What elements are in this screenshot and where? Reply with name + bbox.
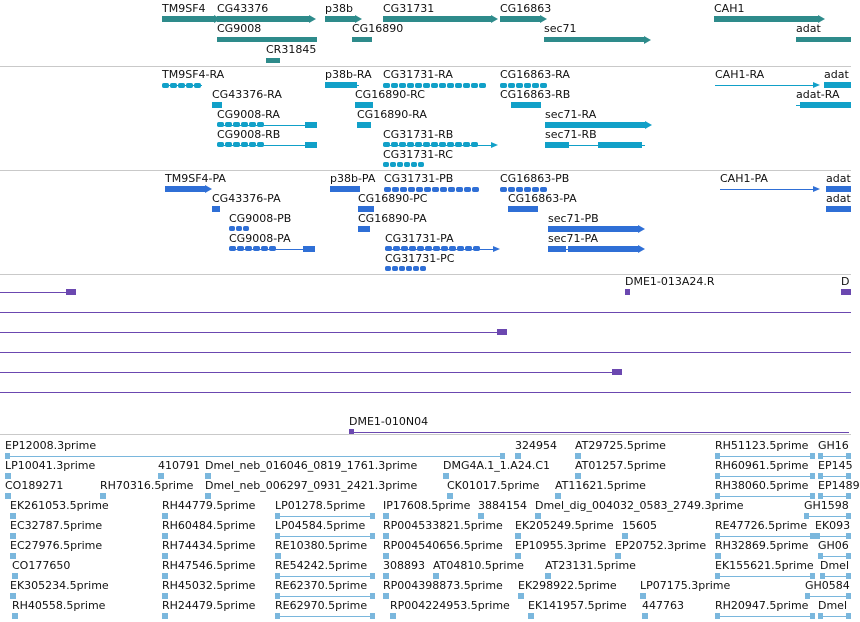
feature-label: LP04584.5prime — [275, 519, 366, 532]
feature-label: CR31845 — [266, 43, 317, 56]
feature-label: EK205249.5prime — [515, 519, 614, 532]
feature-label: DMG4A.1_1.A24.C1 — [443, 459, 551, 472]
exon-glyph[interactable] — [500, 83, 507, 88]
feature-label: EK305234.5prime — [10, 579, 109, 592]
exon-glyph[interactable] — [392, 266, 398, 271]
feature-label: adat-RA — [796, 88, 840, 101]
feature-label: GH1598 — [804, 499, 849, 512]
exon-glyph[interactable] — [243, 226, 249, 231]
feature-glyph[interactable] — [390, 613, 396, 619]
exon-glyph[interactable] — [404, 162, 410, 167]
feature-label: RH45032.5prime — [162, 579, 256, 592]
feature-label: D — [841, 275, 850, 288]
exon-glyph[interactable] — [411, 162, 417, 167]
feature-label: CG9008-RB — [217, 128, 281, 141]
feature-label: EP1489 — [818, 479, 860, 492]
feature-label: Dmel — [820, 559, 850, 572]
exon-glyph[interactable] — [471, 83, 478, 88]
feature-label: RH38060.5prime — [715, 479, 809, 492]
strand-arrow-icon — [355, 15, 362, 23]
feature-line[interactable] — [715, 476, 815, 477]
exon-glyph[interactable] — [162, 83, 169, 88]
exon-glyph[interactable] — [508, 187, 515, 192]
feature-line[interactable] — [217, 125, 317, 126]
exon-glyph[interactable] — [439, 83, 446, 88]
feature-glyph[interactable] — [355, 102, 373, 108]
exon-glyph[interactable] — [391, 83, 398, 88]
feature-label: RH70316.5prime — [100, 479, 194, 492]
feature-label: Dmel_neb_006297_0931_2421.3prime — [205, 479, 418, 492]
feature-label: sec71-RB — [545, 128, 597, 141]
feature-label: EP20752.3prime — [615, 539, 707, 552]
exon-glyph[interactable] — [392, 187, 399, 192]
feature-label: GH0584 — [805, 579, 850, 592]
exon-glyph[interactable] — [472, 187, 479, 192]
feature-label: TM9SF4 — [162, 2, 206, 15]
feature-label: EK093 — [815, 519, 851, 532]
feature-glyph[interactable] — [548, 226, 638, 232]
feature-glyph[interactable] — [846, 613, 851, 619]
strand-arrow-icon — [818, 15, 825, 23]
exon-glyph[interactable] — [440, 187, 447, 192]
exon-glyph[interactable] — [516, 83, 523, 88]
feature-line[interactable] — [217, 145, 317, 146]
feature-glyph[interactable] — [352, 37, 372, 42]
feature-label: sec71-RA — [545, 108, 597, 121]
feature-glyph[interactable] — [357, 122, 371, 128]
strand-arrow-icon — [813, 82, 820, 88]
exon-glyph[interactable] — [408, 187, 415, 192]
feature-label: adat — [826, 172, 851, 185]
exon-glyph[interactable] — [424, 187, 431, 192]
feature-label: RH47546.5prime — [162, 559, 256, 572]
exon-glyph[interactable] — [400, 187, 407, 192]
feature-glyph[interactable] — [810, 453, 815, 459]
feature-label: RH40558.5prime — [12, 599, 106, 612]
feature-glyph[interactable] — [66, 289, 76, 295]
feature-glyph[interactable] — [383, 593, 389, 599]
feature-label: RE47726.5prime — [715, 519, 808, 532]
feature-line[interactable] — [385, 249, 495, 250]
feature-glyph[interactable] — [508, 206, 538, 212]
feature-line[interactable] — [0, 332, 500, 333]
feature-label: CAH1-PA — [720, 172, 768, 185]
feature-glyph[interactable] — [305, 122, 317, 128]
feature-label: CG16890-PA — [358, 212, 427, 225]
feature-line[interactable] — [229, 249, 314, 250]
feature-label: DME1-010N04 — [349, 415, 429, 428]
feature-label: sec71-PA — [548, 232, 598, 245]
feature-label: CG16863 — [500, 2, 552, 15]
feature-glyph[interactable] — [818, 613, 823, 619]
exon-glyph[interactable] — [416, 187, 423, 192]
exon-glyph[interactable] — [479, 83, 486, 88]
feature-glyph[interactable] — [810, 613, 815, 619]
feature-label: TM9SF4-RA — [162, 68, 225, 81]
feature-label: CK01017.5prime — [447, 479, 540, 492]
exon-glyph[interactable] — [390, 162, 396, 167]
feature-label: Dmel_dig_004032_0583_2749.3prime — [535, 499, 744, 512]
feature-label: EP10955.3prime — [515, 539, 607, 552]
feature-glyph[interactable] — [715, 613, 720, 619]
feature-label: p38b-RA — [325, 68, 372, 81]
feature-label: AT04810.5prime — [433, 559, 524, 572]
feature-label: CG31731-PC — [385, 252, 455, 265]
feature-line[interactable] — [715, 576, 815, 577]
strand-arrow-icon — [638, 225, 645, 233]
feature-line[interactable] — [0, 352, 851, 353]
feature-label: AT11621.5prime — [555, 479, 646, 492]
feature-label: EK141957.5prime — [528, 599, 627, 612]
exon-glyph[interactable] — [170, 83, 177, 88]
feature-label: sec71-PB — [548, 212, 599, 225]
feature-label: CG31731-PA — [385, 232, 454, 245]
feature-label: CG31731-PB — [384, 172, 454, 185]
exon-glyph[interactable] — [423, 83, 430, 88]
feature-glyph[interactable] — [330, 186, 360, 192]
clone-track — [0, 275, 851, 435]
exon-glyph[interactable] — [399, 83, 406, 88]
feature-line[interactable] — [715, 85, 815, 86]
feature-label: CG43376-RA — [212, 88, 282, 101]
feature-glyph[interactable] — [518, 593, 524, 599]
feature-label: 447763 — [642, 599, 684, 612]
feature-label: RE54242.5prime — [275, 559, 368, 572]
feature-line[interactable] — [0, 292, 70, 293]
feature-label: CG31731-RC — [383, 148, 453, 161]
feature-line[interactable] — [275, 596, 375, 597]
est-track — [0, 435, 860, 622]
feature-glyph[interactable] — [642, 613, 648, 619]
strand-arrow-icon — [491, 142, 498, 148]
feature-line[interactable] — [0, 392, 851, 393]
feature-label: DME1-013A24.R — [625, 275, 715, 288]
feature-glyph[interactable] — [212, 206, 220, 212]
feature-line[interactable] — [275, 576, 375, 577]
feature-glyph[interactable] — [511, 102, 541, 108]
feature-glyph[interactable] — [714, 16, 818, 22]
feature-glyph[interactable] — [358, 226, 370, 232]
feature-glyph[interactable] — [217, 16, 309, 22]
feature-glyph[interactable] — [497, 329, 507, 335]
feature-glyph[interactable] — [826, 206, 851, 212]
feature-glyph[interactable] — [325, 16, 355, 22]
exon-glyph[interactable] — [524, 187, 531, 192]
feature-label: RP004533821.5prime — [383, 519, 503, 532]
exon-glyph[interactable] — [464, 187, 471, 192]
feature-label: p38b-PA — [330, 172, 376, 185]
exon-glyph[interactable] — [397, 162, 403, 167]
feature-label: CG43376 — [217, 2, 269, 15]
strand-arrow-icon — [493, 246, 500, 252]
feature-label: RE10380.5prime — [275, 539, 368, 552]
feature-label: CAH1 — [714, 2, 745, 15]
exon-glyph[interactable] — [407, 83, 414, 88]
exon-glyph[interactable] — [383, 83, 390, 88]
exon-glyph[interactable] — [448, 187, 455, 192]
feature-label: RE62970.5prime — [275, 599, 368, 612]
feature-line[interactable] — [383, 145, 493, 146]
exon-glyph[interactable] — [178, 83, 185, 88]
feature-line[interactable] — [715, 616, 815, 617]
feature-label: AT23131.5prime — [545, 559, 636, 572]
feature-label: CG16890-RC — [355, 88, 425, 101]
feature-glyph[interactable] — [800, 102, 851, 108]
exon-glyph[interactable] — [540, 187, 547, 192]
feature-line[interactable] — [805, 596, 851, 597]
feature-label: CG16890-RA — [357, 108, 427, 121]
feature-glyph[interactable] — [217, 37, 317, 42]
feature-label: CG16863-PA — [508, 192, 577, 205]
feature-label: GH06 — [818, 539, 849, 552]
feature-label: RH44779.5prime — [162, 499, 256, 512]
feature-label: LP07175.3prime — [640, 579, 731, 592]
feature-label: EK155621.5prime — [715, 559, 814, 572]
feature-label: CAH1-RA — [715, 68, 765, 81]
feature-glyph[interactable] — [358, 206, 374, 212]
feature-glyph[interactable] — [383, 16, 491, 22]
exon-glyph[interactable] — [406, 266, 412, 271]
feature-label: CO177650 — [12, 559, 71, 572]
feature-line[interactable] — [5, 456, 505, 457]
feature-glyph[interactable] — [796, 37, 851, 42]
feature-glyph[interactable] — [568, 246, 638, 252]
feature-label: EP145 — [818, 459, 853, 472]
exon-glyph[interactable] — [229, 226, 235, 231]
feature-glyph[interactable] — [370, 533, 375, 539]
strand-arrow-icon — [645, 121, 652, 129]
feature-label: RH74434.5prime — [162, 539, 256, 552]
feature-glyph[interactable] — [826, 186, 851, 192]
feature-label: CG16863-RB — [500, 88, 571, 101]
feature-glyph[interactable] — [598, 142, 642, 148]
feature-glyph[interactable] — [500, 16, 540, 22]
feature-glyph[interactable] — [841, 289, 851, 295]
feature-glyph[interactable] — [548, 246, 566, 252]
feature-glyph[interactable] — [612, 369, 622, 375]
feature-label: RH60961.5prime — [715, 459, 809, 472]
feature-label: LP10041.3prime — [5, 459, 96, 472]
feature-glyph[interactable] — [370, 513, 375, 519]
feature-label: 308893 — [383, 559, 425, 572]
feature-label: EC32787.5prime — [10, 519, 103, 532]
feature-label: CG31731-RB — [383, 128, 454, 141]
feature-label: RP004540656.5prime — [383, 539, 503, 552]
exon-glyph[interactable] — [508, 83, 515, 88]
feature-label: RH51123.5prime — [715, 439, 809, 452]
feature-glyph[interactable] — [12, 613, 18, 619]
feature-line[interactable] — [0, 372, 616, 373]
feature-line[interactable] — [715, 496, 815, 497]
strand-arrow-icon — [205, 185, 212, 193]
feature-label: RH24479.5prime — [162, 599, 256, 612]
exon-glyph[interactable] — [540, 83, 547, 88]
feature-label: EK261053.5prime — [10, 499, 109, 512]
exon-glyph[interactable] — [524, 83, 531, 88]
exon-glyph[interactable] — [384, 187, 391, 192]
feature-label: CG16863-RA — [500, 68, 570, 81]
feature-label: RH20947.5prime — [715, 599, 809, 612]
feature-label: LP01278.5prime — [275, 499, 366, 512]
strand-arrow-icon — [813, 186, 820, 192]
feature-line[interactable] — [715, 536, 815, 537]
feature-glyph[interactable] — [545, 142, 569, 148]
feature-glyph[interactable] — [544, 37, 644, 42]
feature-label: Dmel — [818, 599, 848, 612]
feature-label: sec71 — [544, 22, 577, 35]
exon-glyph[interactable] — [447, 83, 454, 88]
feature-label: 15605 — [622, 519, 657, 532]
feature-label: AT29725.5prime — [575, 439, 666, 452]
feature-label: CG9008 — [217, 22, 262, 35]
exon-glyph[interactable] — [516, 187, 523, 192]
feature-line[interactable] — [275, 516, 375, 517]
feature-glyph[interactable] — [266, 58, 280, 63]
feature-label: CG31731 — [383, 2, 435, 15]
feature-label: AT01257.5prime — [575, 459, 666, 472]
feature-glyph[interactable] — [325, 82, 357, 88]
feature-label: Dmel_neb_016046_0819_1761.3prime — [205, 459, 418, 472]
feature-label: RH60484.5prime — [162, 519, 256, 532]
feature-label: CG9008-PA — [229, 232, 291, 245]
feature-line[interactable] — [0, 312, 851, 313]
feature-label: adat — [826, 192, 851, 205]
feature-glyph[interactable] — [162, 613, 168, 619]
feature-label: RP004224953.5prime — [390, 599, 510, 612]
feature-glyph[interactable] — [162, 16, 214, 22]
feature-label: adat — [796, 22, 821, 35]
feature-glyph[interactable] — [370, 613, 375, 619]
strand-arrow-icon — [309, 15, 316, 23]
exon-glyph[interactable] — [455, 83, 462, 88]
feature-glyph[interactable] — [370, 593, 375, 599]
exon-glyph[interactable] — [385, 266, 391, 271]
feature-glyph[interactable] — [305, 142, 317, 148]
feature-label: GH16 — [818, 439, 849, 452]
strand-arrow-icon — [491, 15, 498, 23]
feature-label: RH32869.5prime — [715, 539, 809, 552]
feature-label: RP004398873.5prime — [383, 579, 503, 592]
feature-label: EC27976.5prime — [10, 539, 103, 552]
exon-glyph[interactable] — [431, 83, 438, 88]
feature-label: 324954 — [515, 439, 557, 452]
feature-label: CG9008-RA — [217, 108, 280, 121]
strand-arrow-icon — [540, 15, 547, 23]
exon-glyph[interactable] — [532, 83, 539, 88]
feature-glyph[interactable] — [212, 102, 222, 108]
feature-glyph[interactable] — [370, 573, 375, 579]
feature-label: IP17608.5prime — [383, 499, 471, 512]
exon-glyph[interactable] — [236, 226, 242, 231]
feature-label: p38b — [325, 2, 353, 15]
exon-glyph[interactable] — [186, 83, 193, 88]
feature-label: CG9008-PB — [229, 212, 292, 225]
feature-label: RE62370.5prime — [275, 579, 368, 592]
feature-line[interactable] — [715, 456, 815, 457]
feature-label: CO189271 — [5, 479, 64, 492]
exon-glyph[interactable] — [456, 187, 463, 192]
exon-glyph[interactable] — [532, 187, 539, 192]
feature-label: TM9SF4-PA — [165, 172, 226, 185]
feature-glyph[interactable] — [528, 613, 534, 619]
exon-glyph[interactable] — [194, 83, 201, 88]
feature-line[interactable] — [720, 189, 815, 190]
feature-label: 3884154 — [478, 499, 527, 512]
exon-glyph[interactable] — [383, 162, 389, 167]
feature-glyph[interactable] — [810, 473, 815, 479]
feature-label: CG43376-PA — [212, 192, 281, 205]
feature-label: EK298922.5prime — [518, 579, 617, 592]
strand-arrow-icon — [644, 36, 651, 44]
feature-glyph[interactable] — [165, 186, 205, 192]
exon-glyph[interactable] — [432, 187, 439, 192]
feature-label: CG31731-RA — [383, 68, 453, 81]
feature-line[interactable] — [804, 516, 851, 517]
feature-label: EP12008.3prime — [5, 439, 97, 452]
exon-glyph[interactable] — [399, 266, 405, 271]
feature-label: CG16890-PC — [358, 192, 428, 205]
exon-glyph[interactable] — [500, 187, 507, 192]
strand-arrow-icon — [638, 245, 645, 253]
feature-label: 410791 — [158, 459, 200, 472]
transcript-track — [0, 67, 851, 170]
feature-glyph[interactable] — [275, 613, 280, 619]
gene-track — [0, 0, 851, 64]
feature-glyph[interactable] — [545, 122, 645, 128]
feature-label: CG16890 — [352, 22, 404, 35]
feature-label: adat — [824, 68, 849, 81]
exon-glyph[interactable] — [418, 162, 424, 167]
feature-glyph[interactable] — [303, 246, 315, 252]
feature-glyph[interactable] — [824, 82, 851, 88]
feature-line[interactable] — [275, 616, 375, 617]
feature-label: CG16863-PB — [500, 172, 570, 185]
feature-glyph[interactable] — [625, 289, 630, 295]
feature-line[interactable] — [349, 432, 849, 433]
exon-glyph[interactable] — [413, 266, 419, 271]
protein-track — [0, 171, 851, 274]
feature-line[interactable] — [275, 536, 375, 537]
exon-glyph[interactable] — [420, 266, 426, 271]
exon-glyph[interactable] — [463, 83, 470, 88]
exon-glyph[interactable] — [415, 83, 422, 88]
